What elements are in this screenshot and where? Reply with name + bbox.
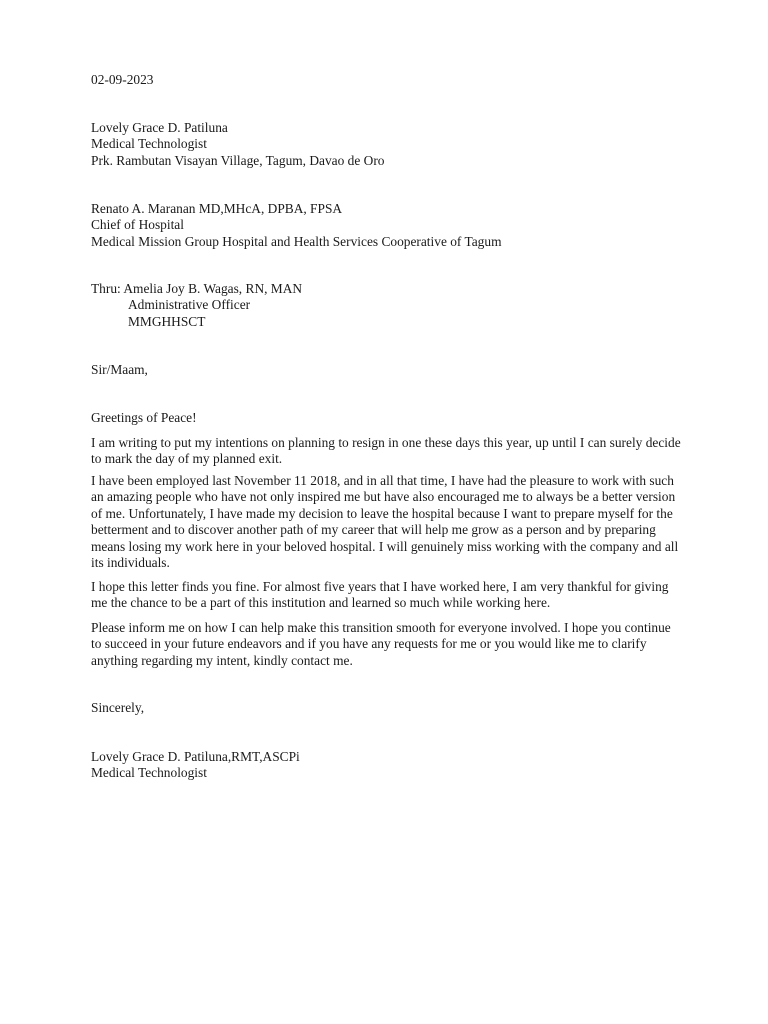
sender-block bbox=[91, 120, 691, 169]
signature-name: Lovely Grace D. Patiluna,RMT,ASCPi bbox=[91, 749, 300, 764]
greeting: Greetings of Peace! bbox=[91, 410, 197, 425]
body-paragraph: I hope this letter finds you fine. For almost five years that I have worked here, I am very thankful for giving me the chance to be a part of this institution and learned so much while working here. bbox=[91, 579, 669, 611]
body-paragraph: I have been employed last November 11 2018, and in all that time, I have had the pleasure to work with such an amazing people who have not only inspired me but have also encouraged me to always be a better version of me. Unfortunately, I have made my decision to leave the hospital because I want to prepare myself for the betterment and to discover another path of my career that will help me grow as a person and by preparing means losing my work here in your beloved hospital. I will genuinely miss working with the company and all its individuals. bbox=[91, 473, 679, 571]
closing-block bbox=[91, 700, 691, 716]
sender-position: Medical Technologist bbox=[91, 136, 207, 152]
sender-address: Prk. Rambutan Visayan Village, Tagum, Davao de Oro bbox=[91, 152, 385, 168]
greeting-block bbox=[91, 410, 691, 426]
sender-name: Lovely Grace D. Patiluna bbox=[91, 120, 228, 135]
recipient-position: Chief of Hospital bbox=[91, 217, 184, 233]
thru-line-name: Thru: Amelia Joy B. Wagas, RN, MAN bbox=[91, 281, 303, 296]
thru-line-position: Administrative Officer bbox=[128, 297, 251, 313]
signature-position: Medical Technologist bbox=[91, 765, 207, 781]
recipient-block bbox=[91, 201, 691, 250]
closing: Sincerely, bbox=[91, 700, 145, 715]
letter-date-block bbox=[91, 72, 691, 88]
letter-date: 02-09-2023 bbox=[91, 72, 154, 87]
recipient-name: Renato A. Maranan MD,MHcA, DPBA, FPSA bbox=[91, 201, 343, 216]
thru-block bbox=[91, 281, 691, 330]
recipient-organization: Medical Mission Group Hospital and Health Services Cooperative of Tagum bbox=[91, 233, 502, 249]
salutation-block bbox=[91, 362, 691, 378]
salutation: Sir/Maam, bbox=[91, 362, 148, 377]
body-paragraph: I am writing to put my intentions on planning to resign in one these days this year, up until I can surely decide to mark the day of my planned exit. bbox=[91, 435, 681, 467]
signature-block bbox=[91, 749, 691, 782]
body-paragraph: Please inform me on how I can help make this transition smooth for everyone involved. I hope you continue to succeed in your future endeavors and if you have any requests for me or you would like me to clarify anything regarding my intent, kindly contact me. bbox=[91, 620, 671, 668]
thru-line-office: MMGHHSCT bbox=[128, 313, 206, 329]
